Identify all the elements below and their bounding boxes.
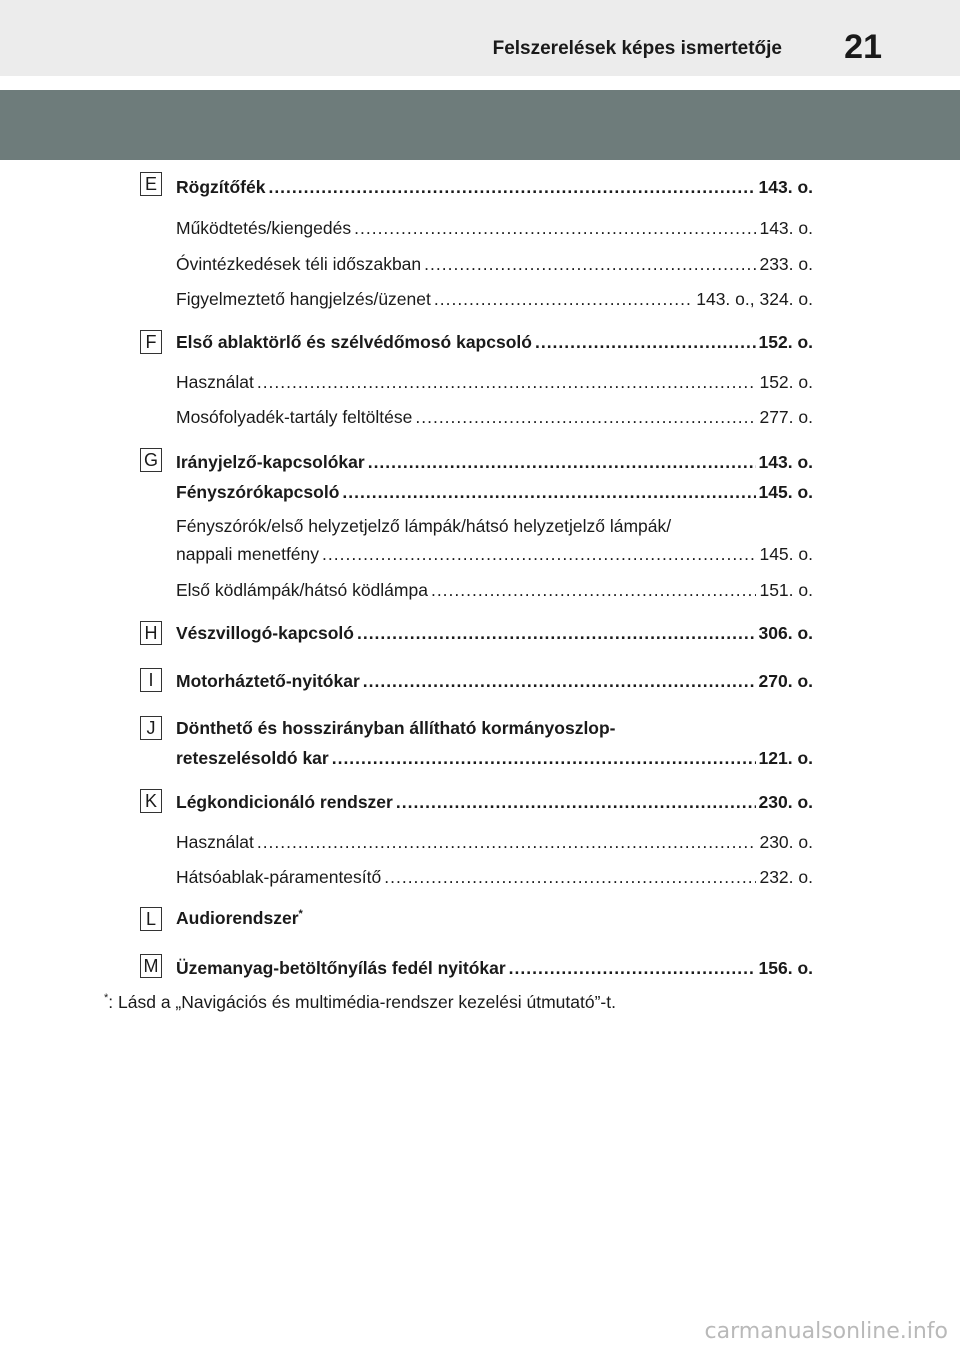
dot-leader: [434, 287, 693, 311]
dot-leader: [431, 578, 757, 602]
page-reference: 232. o.: [759, 867, 813, 887]
dot-leader: [368, 450, 756, 474]
page-reference: 145. o.: [758, 482, 813, 502]
section-title: Felszerelések képes ismertetője: [492, 38, 782, 59]
section-marker: M: [140, 954, 162, 978]
index-entry: [176, 746, 813, 770]
page-reference: 230. o.: [759, 832, 813, 852]
page-reference: 306. o.: [758, 623, 813, 643]
section-marker: F: [140, 330, 162, 354]
dot-leader: [354, 216, 756, 240]
page-number: 21: [844, 28, 882, 66]
section-marker: L: [140, 907, 162, 931]
page-reference: 152. o.: [759, 372, 813, 392]
dot-leader: [424, 252, 756, 276]
dot-leader: [357, 621, 756, 645]
entry-text-line: Dönthető és hosszirányban állítható kormányoszlop-: [176, 718, 616, 738]
index-entry: [176, 790, 813, 814]
dot-leader: [257, 830, 757, 854]
index-subentry: [176, 287, 813, 311]
index-subentry: [176, 405, 813, 429]
entry-label: nappali menetfény: [176, 544, 320, 564]
watermark: carmanualsonline.info: [704, 1319, 948, 1344]
section-marker: J: [140, 716, 162, 740]
entry-label: Óvintézkedések téli időszakban: [176, 254, 422, 274]
entry-label: Használat: [176, 372, 254, 392]
dot-leader: [509, 956, 756, 980]
index-entry: [176, 906, 303, 930]
entry-label: Üzemanyag-betöltőnyílás fedél nyitókar: [176, 958, 506, 978]
index-subentry: [176, 542, 813, 566]
entry-label: Első ködlámpák/hátsó ködlámpa: [176, 580, 428, 600]
page-header: [0, 0, 960, 76]
page-reference: 143. o.: [758, 452, 813, 472]
index-subentry: [176, 370, 813, 394]
dot-leader: [332, 746, 756, 770]
dot-leader: [322, 542, 756, 566]
entry-label: Figyelmeztető hangjelzés/üzenet: [176, 289, 431, 309]
dot-leader: [384, 865, 756, 889]
entry-label: Működtetés/kiengedés: [176, 218, 352, 238]
page-reference: 230. o.: [758, 792, 813, 812]
entry-label: Első ablaktörlő és szélvédőmosó kapcsoló: [176, 332, 532, 352]
entry-text-line: Fényszórók/első helyzetjelző lámpák/hátsó helyzetjelző lámpák/: [176, 516, 672, 536]
index-subentry: [176, 216, 813, 240]
entry-label: Mosófolyadék-tartály feltöltése: [176, 407, 413, 427]
footnote-mark: *: [298, 908, 303, 921]
dot-leader: [257, 370, 757, 394]
page-reference: 233. o.: [759, 254, 813, 274]
page-reference: 121. o.: [758, 748, 813, 768]
page-reference: 152. o.: [758, 332, 813, 352]
index-subentry: [176, 252, 813, 276]
page-reference: 143. o., 324. o.: [696, 289, 813, 309]
index-subentry: [176, 830, 813, 854]
dot-leader: [342, 480, 755, 504]
entry-label: Vészvillogó-kapcsoló: [176, 623, 354, 643]
entry-label: Irányjelző-kapcsolókar: [176, 452, 365, 472]
page-reference: 151. o.: [759, 580, 813, 600]
dot-leader: [415, 405, 756, 429]
index-entry: [176, 330, 813, 354]
dot-leader: [363, 669, 756, 693]
page-reference: 145. o.: [759, 544, 813, 564]
section-marker: H: [140, 621, 162, 645]
index-entry: [176, 175, 813, 199]
page-reference: 277. o.: [759, 407, 813, 427]
page-reference: 156. o.: [758, 958, 813, 978]
page-reference: 143. o.: [758, 177, 813, 197]
section-marker: I: [140, 668, 162, 692]
dot-leader: [396, 790, 756, 814]
index-entry: [176, 450, 813, 474]
entry-label: Használat: [176, 832, 254, 852]
dot-leader: [268, 175, 755, 199]
footnote-mark: *: [104, 992, 109, 1005]
entry-label: Motorháztető-nyitókar: [176, 671, 360, 691]
index-subentry: [176, 865, 813, 889]
section-marker: E: [140, 172, 162, 196]
page-reference: 270. o.: [758, 671, 813, 691]
section-marker: K: [140, 789, 162, 813]
index-entry: [176, 621, 813, 645]
entry-label: Légkondicionáló rendszer: [176, 792, 393, 812]
page-reference: 143. o.: [759, 218, 813, 238]
entry-label: Hátsóablak-páramentesítő: [176, 867, 382, 887]
footnote-text: : Lásd a „Navigációs és multimédia-rendszer kezelési útmutató”-t.: [108, 992, 616, 1012]
index-entry: [176, 956, 813, 980]
entry-label: Fényszórókapcsoló: [176, 482, 340, 502]
index-entry: [176, 480, 813, 504]
index-subentry: [176, 578, 813, 602]
footnote: [104, 992, 616, 1013]
entry-label: Audiorendszer: [176, 908, 299, 928]
index-entry: [176, 669, 813, 693]
section-marker: G: [140, 448, 162, 472]
header-band: [0, 90, 960, 160]
entry-label: reteszelésoldó kar: [176, 748, 329, 768]
entry-label: Rögzítőfék: [176, 177, 266, 197]
dot-leader: [535, 330, 756, 354]
